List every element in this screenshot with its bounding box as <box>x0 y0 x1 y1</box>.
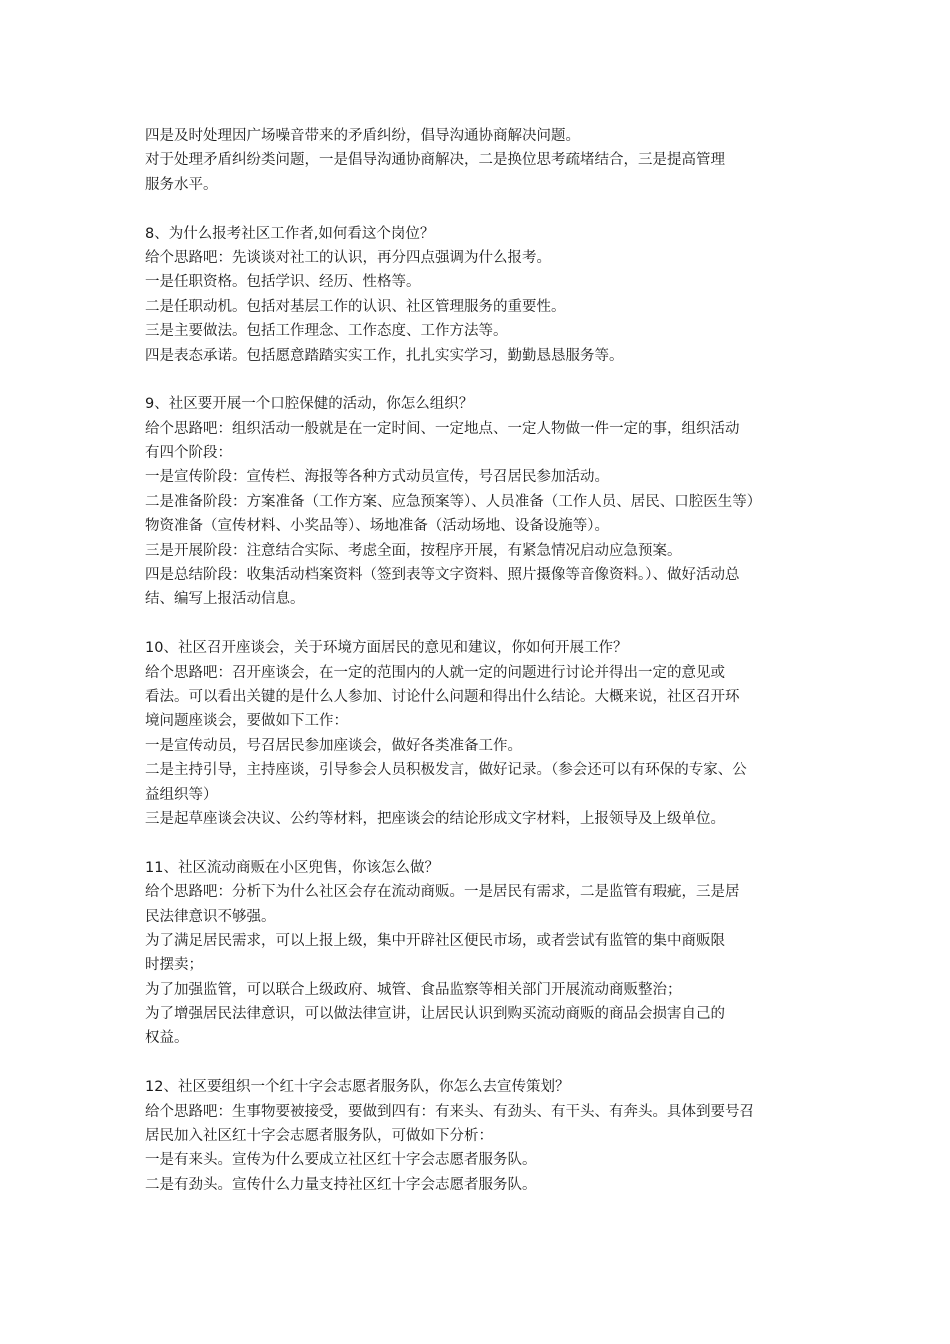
text-line: 一是宣传动员，号召居民参加座谈会，做好各类准备工作。 <box>145 737 522 754</box>
text-line: 给个思路吧：生事物要被接受，要做到四有：有来头、有劲头、有干头、有奔头。具体到要号召 <box>145 1103 754 1120</box>
text-line: 给个思路吧：召开座谈会，在一定的范围内的人就一定的问题进行讨论并得出一定的意见或 <box>145 664 725 681</box>
question-heading: 10、社区召开座谈会，关于环境方面居民的意见和建议，你如何开展工作？ <box>145 640 628 657</box>
text-line: 给个思路吧：分析下为什么社区会存在流动商贩。一是居民有需求，二是监管有瑕疵，三是居 <box>145 884 740 901</box>
text-line: 二是有劲头。宣传什么力量支持社区红十字会志愿者服务队。 <box>145 1176 537 1193</box>
text-line: 境问题座谈会，要做如下工作： <box>145 713 348 730</box>
paragraph-gap <box>145 1051 810 1075</box>
text-line: 服务水平。 <box>145 176 218 193</box>
text-line: 益组织等） <box>145 786 218 803</box>
text-line: 看法。可以看出关键的是什么人参加、讨论什么问题和得出什么结论。大概来说，社区召开环 <box>145 688 740 705</box>
question-block-12 <box>145 1075 810 1197</box>
text-line: 一是宣传阶段：宣传栏、海报等各种方式动员宣传，号召居民参加活动。 <box>145 469 609 486</box>
text-line: 给个思路吧：组织活动一般就是在一定时间、一定地点、一定人物做一件一定的事，组织活动 <box>145 420 740 437</box>
paragraph-gap <box>145 368 810 392</box>
text-line: 一是任职资格。包括学识、经历、性格等。 <box>145 274 421 291</box>
paragraph-block <box>145 124 810 197</box>
text-line: 权益。 <box>145 1030 189 1047</box>
text-line: 有四个阶段： <box>145 445 232 462</box>
text-line: 物资准备（宣传材料、小奖品等）、场地准备（活动场地、设备设施等）。 <box>145 518 609 535</box>
text-line: 四是总结阶段：收集活动档案资料（签到表等文字资料、照片摄像等音像资料。）、做好活动总 <box>145 567 740 584</box>
text-line: 二是主持引导，主持座谈，引导参会人员积极发言，做好记录。（参会还可以有环保的专家、公 <box>145 762 747 779</box>
text-line: 给个思路吧：先谈谈对社工的认识，再分四点强调为什么报考。 <box>145 249 551 266</box>
text-line: 为了加强监管，可以联合上级政府、城管、食品监察等相关部门开展流动商贩整治； <box>145 981 682 998</box>
paragraph-gap <box>145 612 810 636</box>
text-line: 四是表态承诺。包括愿意踏踏实实工作，扎扎实实学习，勤勤恳恳服务等。 <box>145 347 624 364</box>
question-block-11 <box>145 856 810 1051</box>
text-line: 一是有来头。宣传为什么要成立社区红十字会志愿者服务队。 <box>145 1152 537 1169</box>
text-line: 为了满足居民需求，可以上报上级，集中开辟社区便民市场，或者尝试有监管的集中商贩限 <box>145 932 725 949</box>
text-line: 时摆卖； <box>145 957 203 974</box>
question-block-8 <box>145 222 810 368</box>
question-heading: 12、社区要组织一个红十字会志愿者服务队，你怎么去宣传策划？ <box>145 1079 570 1096</box>
text-line: 三是开展阶段：注意结合实际、考虑全面，按程序开展，有紧急情况启动应急预案。 <box>145 542 682 559</box>
paragraph-gap <box>145 197 810 221</box>
question-heading: 11、社区流动商贩在小区兜售，你该怎么做？ <box>145 859 439 876</box>
document-page <box>145 124 810 1197</box>
text-line: 三是主要做法。包括工作理念、工作态度、工作方法等。 <box>145 323 508 340</box>
question-block-9 <box>145 392 810 612</box>
text-line: 四是及时处理因广场噪音带来的矛盾纠纷，倡导沟通协商解决问题。 <box>145 128 580 144</box>
question-block-10 <box>145 636 810 831</box>
question-heading: 8、为什么报考社区工作者,如何看这个岗位？ <box>145 225 435 242</box>
text-line: 民法律意识不够强。 <box>145 908 276 925</box>
text-line: 三是起草座谈会决议、公约等材料，把座谈会的结论形成文字材料，上报领导及上级单位。 <box>145 810 725 827</box>
text-line: 二是任职动机。包括对基层工作的认识、社区管理服务的重要性。 <box>145 298 566 315</box>
paragraph-gap <box>145 831 810 855</box>
question-heading: 9、社区要开展一个口腔保健的活动，你怎么组织？ <box>145 396 474 413</box>
text-line: 为了增强居民法律意识，可以做法律宣讲，让居民认识到购买流动商贩的商品会损害自己的 <box>145 1006 725 1023</box>
text-line: 对于处理矛盾纠纷类问题，一是倡导沟通协商解决，二是换位思考疏堵结合，三是提高管理 <box>145 152 725 169</box>
text-line: 二是准备阶段：方案准备（工作方案、应急预案等）、人员准备（工作人员、居民、口腔医生等） <box>145 493 762 510</box>
text-line: 结、编写上报活动信息。 <box>145 591 305 608</box>
text-line: 居民加入社区红十字会志愿者服务队，可做如下分析： <box>145 1128 493 1145</box>
